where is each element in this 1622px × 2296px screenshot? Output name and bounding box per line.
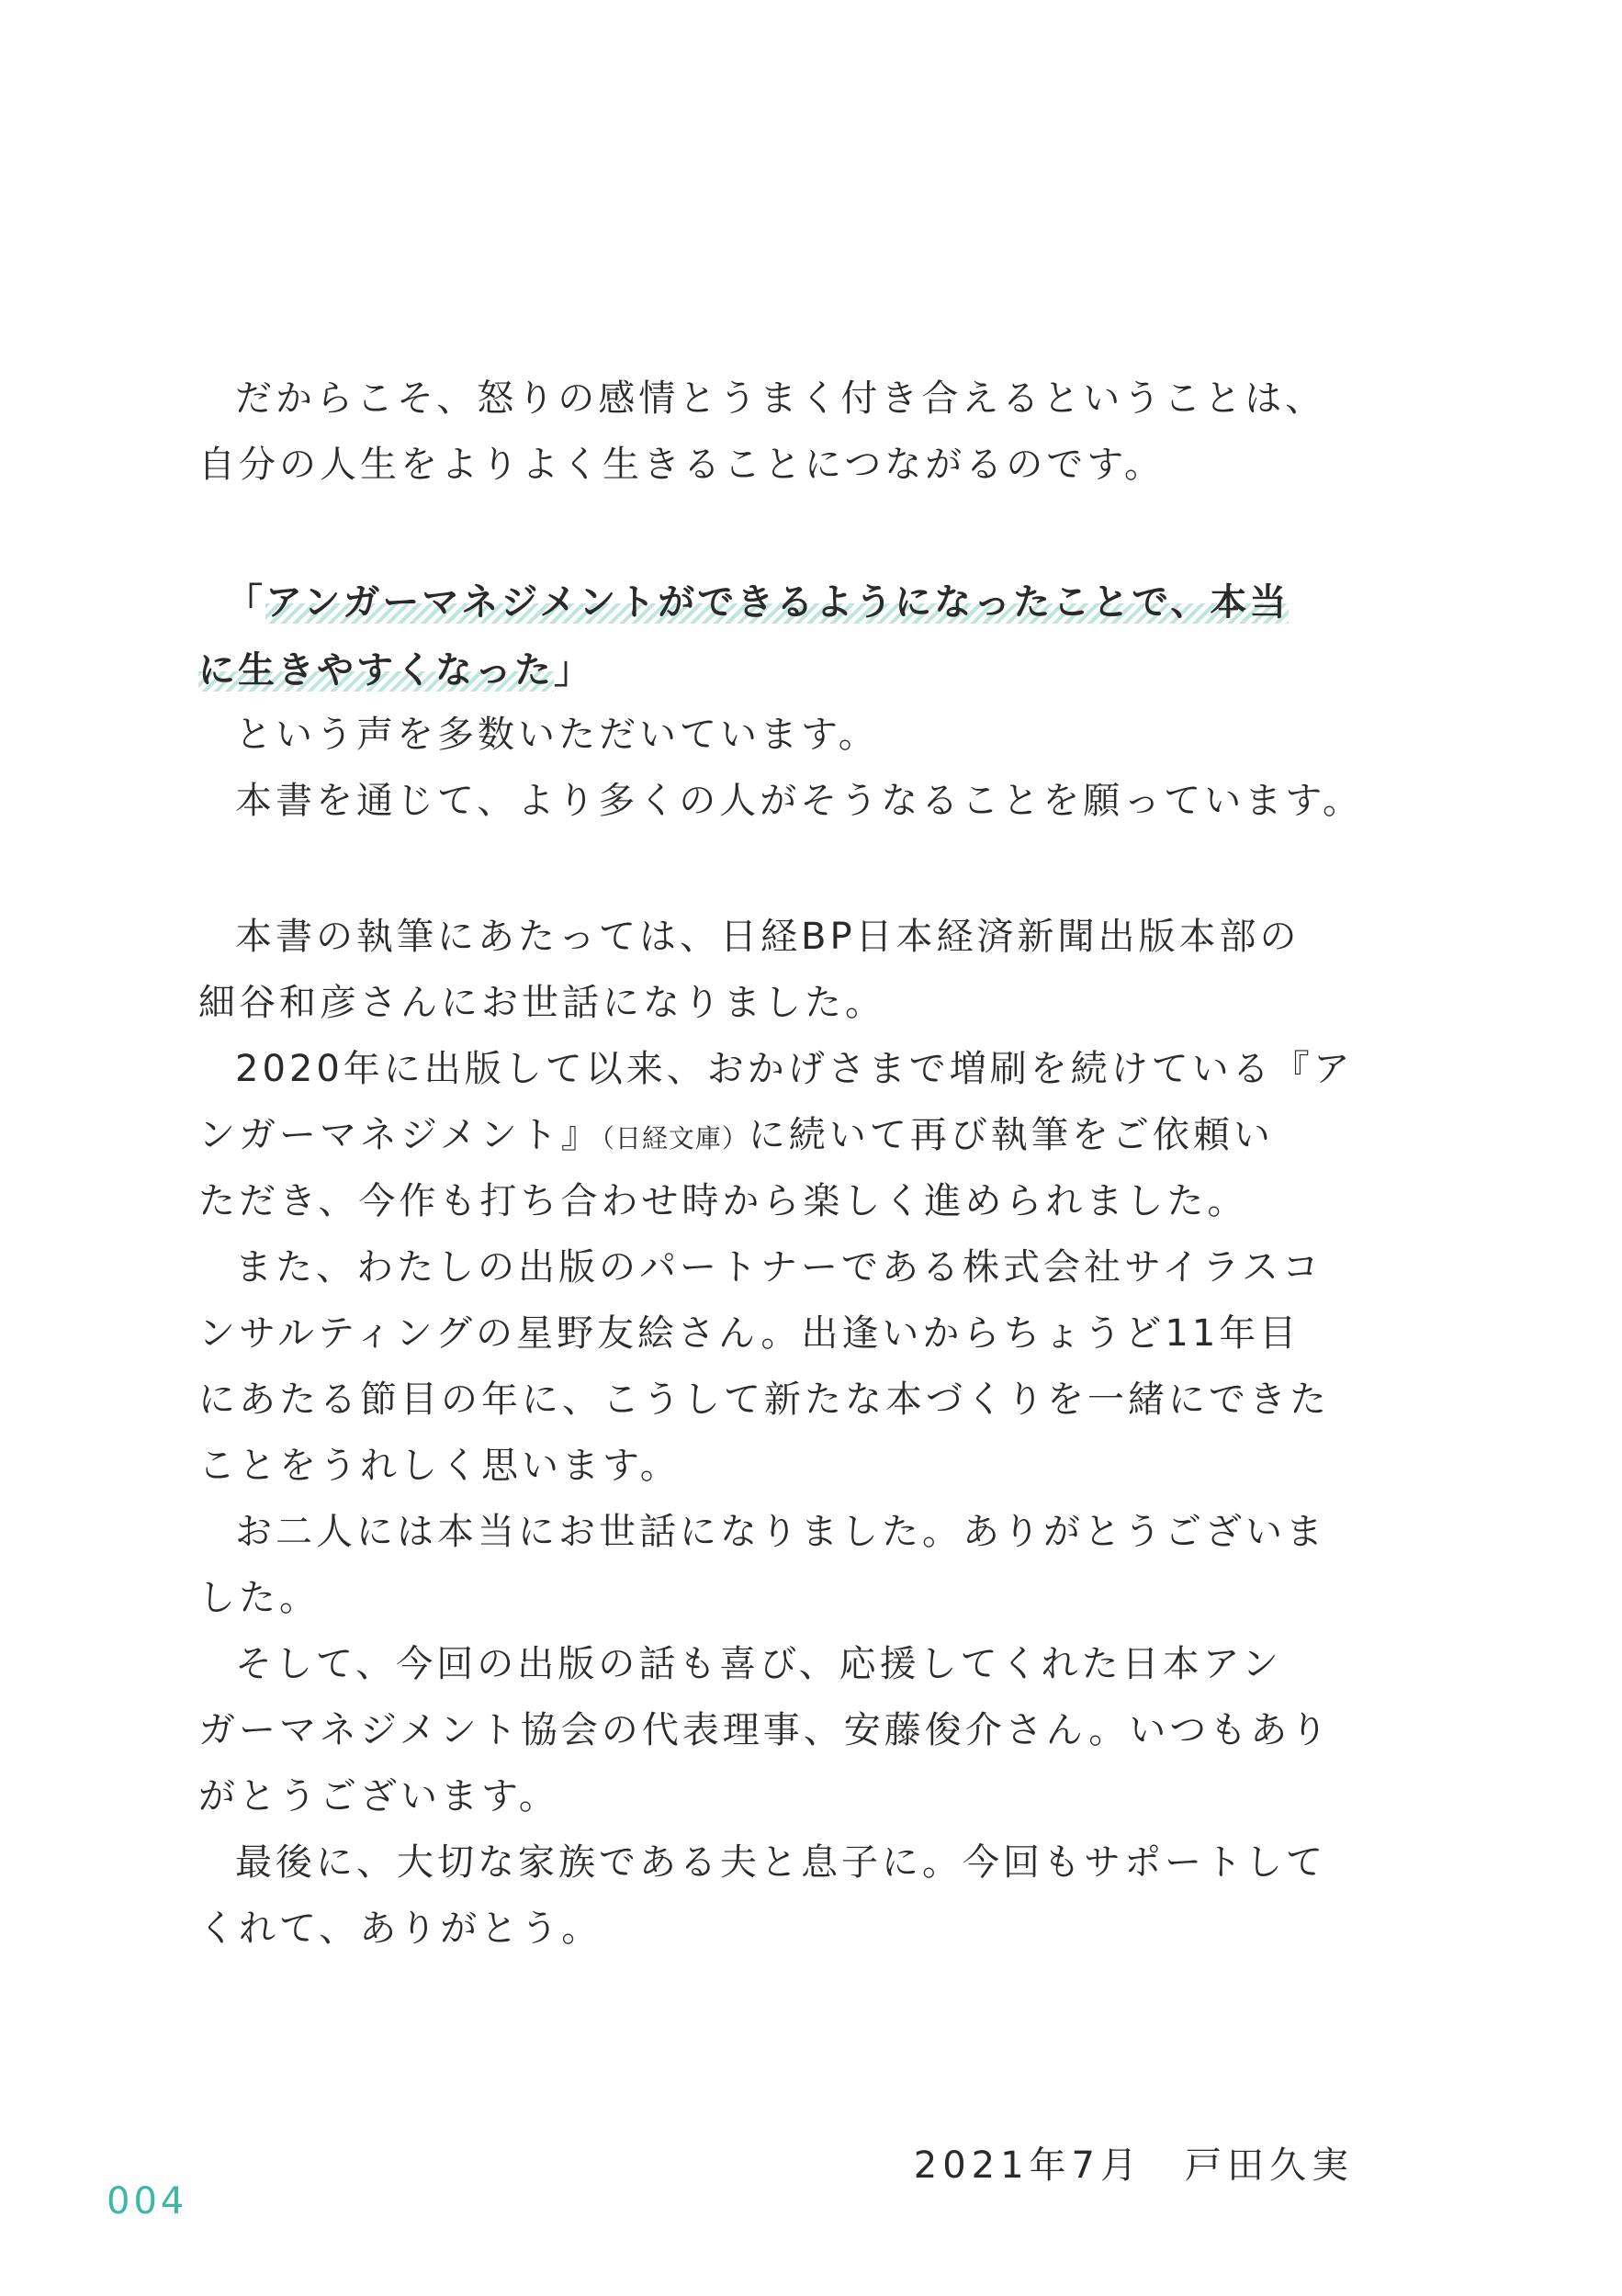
paragraph-line: 本書の執筆にあたっては、日経BP日本経済新聞出版本部の (235, 916, 1301, 958)
paragraph-line (198, 1109, 1274, 1165)
paragraph-line: ただき、今作も打ち合わせ時から楽しく進められました。 (198, 1180, 1248, 1222)
quote-open-bracket: 「 (226, 581, 265, 624)
paragraph-line: そして、今回の出版の話も喜び、応援してくれた日本アン (235, 1643, 1282, 1685)
paragraph-text: に続いて再び執筆をご依頼い (748, 1114, 1274, 1156)
quote-highlight-text: アンガーマネジメントができるようになったことで、本当 (265, 581, 1290, 624)
paragraph-line: 2020年に出版して以来、おかげさまで増刷を続けている『ア (235, 1048, 1354, 1090)
book-series-note: （日経文庫） (601, 1123, 749, 1154)
paragraph-line: がとうございます。 (198, 1775, 559, 1818)
paragraph-line: ガーマネジメント協会の代表理事、安藤俊介さん。いつもあり (198, 1709, 1332, 1751)
paragraph-line: 細谷和彦さんにお世話になりました。 (198, 982, 885, 1024)
paragraph-line: また、わたしの出版のパートナーである株式会社サイラスコ (235, 1246, 1323, 1289)
paragraph-line: お二人には本当にお世話になりました。ありがとうございま (235, 1511, 1326, 1553)
date-and-author-signature: 2021年7月 戸田久実 (913, 2144, 1354, 2187)
highlighted-quote-line (198, 645, 593, 696)
paragraph-line: 自分の人生をよりよく生きることにつながるのです。 (198, 444, 1165, 486)
paragraph-line: 本書を通じて、より多くの人がそうなることを願っています。 (235, 780, 1363, 822)
page-number: 004 (107, 2180, 188, 2223)
book-title-text: ンガーマネジメント』 (198, 1114, 602, 1156)
quote-close-bracket: 」 (554, 649, 593, 692)
highlighted-quote-line (226, 577, 1289, 628)
paragraph-line: ことをうれしく思います。 (198, 1445, 681, 1487)
paragraph-line: くれて、ありがとう。 (198, 1908, 603, 1950)
quote-highlight-text: に生きやすくなった (198, 649, 554, 692)
paragraph-line: だからこそ、怒りの感情とうまく付き合えるということは、 (235, 377, 1326, 420)
paragraph-line: ンサルティングの星野友絵さん。出逢いからちょうど11年目 (198, 1312, 1301, 1355)
paragraph-line: した。 (198, 1577, 320, 1619)
paragraph-line: 最後に、大切な家族である夫と息子に。今回もサポートして (235, 1841, 1326, 1884)
paragraph-line: にあたる節目の年に、こうして新たな本づくりを一緒にできた (198, 1379, 1330, 1421)
paragraph-line: という声を多数いただいています。 (235, 714, 879, 756)
